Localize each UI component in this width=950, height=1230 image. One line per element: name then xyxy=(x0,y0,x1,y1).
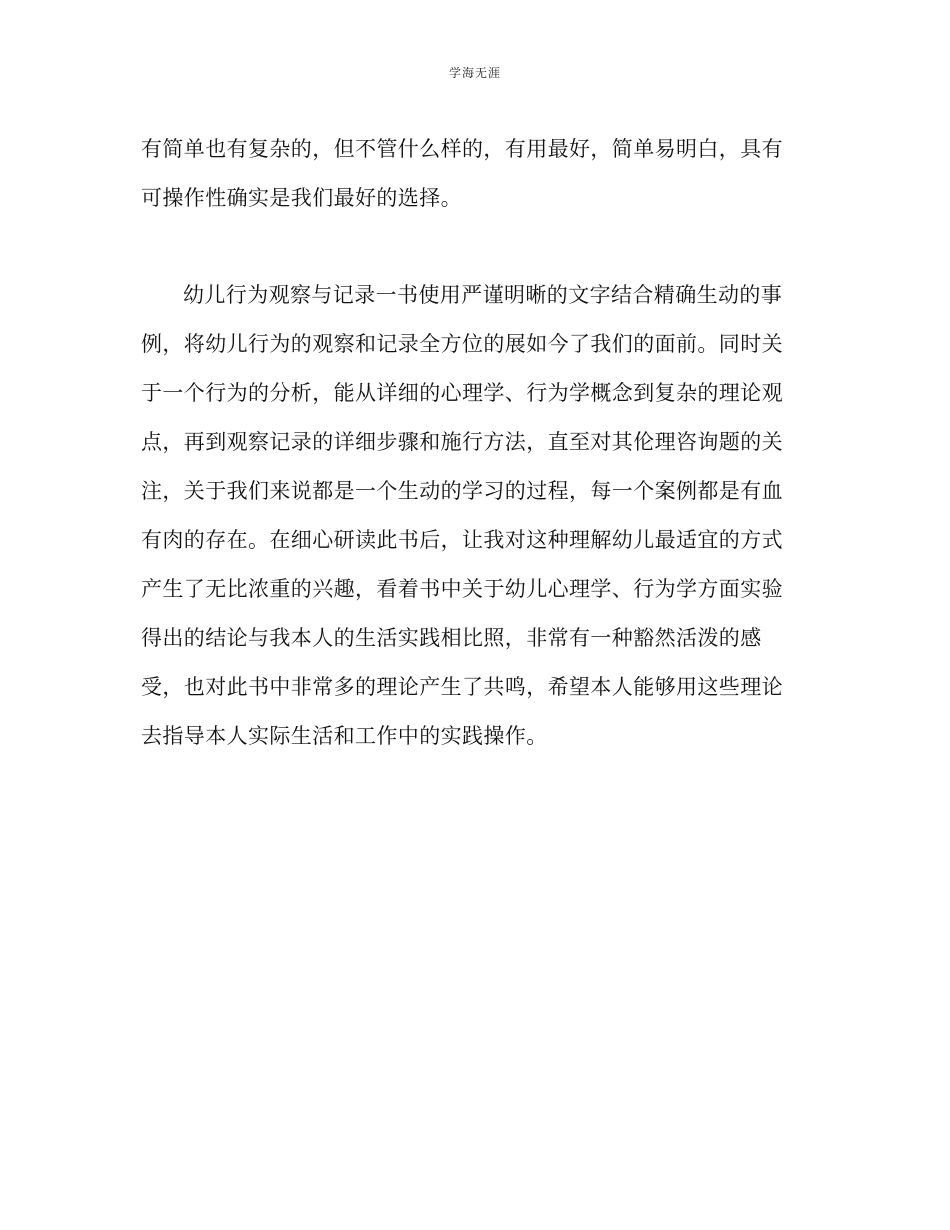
document-body xyxy=(141,125,801,761)
paragraph-line: 去指导本人实际生活和工作中的实践操作。 xyxy=(141,724,548,748)
paragraph-line: 幼儿行为观察与记录一书使用严谨明晰的文字结合精确生动的事 xyxy=(183,283,783,307)
paragraph-line: 点，再到观察记录的详细步骤和施行方法，直至对其伦理咨询题的关 xyxy=(141,430,783,454)
paragraph-line: 于一个行为的分析，能从详细的心理学、行为学概念到复杂的理论观 xyxy=(141,381,783,405)
paragraph-line: 例，将幼儿行为的观察和记录全方位的展如今了我们的面前。同时关 xyxy=(141,332,783,356)
paragraph-line: 可操作性确实是我们最好的选择。 xyxy=(141,186,462,210)
paragraph-line: 受，也对此书中非常多的理论产生了共鸣，希望本人能够用这些理论 xyxy=(141,675,783,699)
paragraph-line: 有肉的存在。在细心研读此书后，让我对这种理解幼儿最适宜的方式 xyxy=(141,528,783,552)
paragraph-2 xyxy=(141,271,801,761)
paragraph-gap xyxy=(141,223,801,271)
page-header: 学海无涯 xyxy=(448,66,501,80)
paragraph-line: 产生了无比浓重的兴趣，看着书中关于幼儿心理学、行为学方面实验 xyxy=(141,577,783,601)
paragraph-line: 得出的结论与我本人的生活实践相比照，非常有一种豁然活泼的感 xyxy=(141,626,762,650)
paragraph-line: 注，关于我们来说都是一个生动的学习的过程，每一个案例都是有血 xyxy=(141,479,783,503)
paragraph-line: 有简单也有复杂的，但不管什么样的，有用最好，简单易明白，具有 xyxy=(141,137,783,161)
paragraph-1 xyxy=(141,125,801,223)
